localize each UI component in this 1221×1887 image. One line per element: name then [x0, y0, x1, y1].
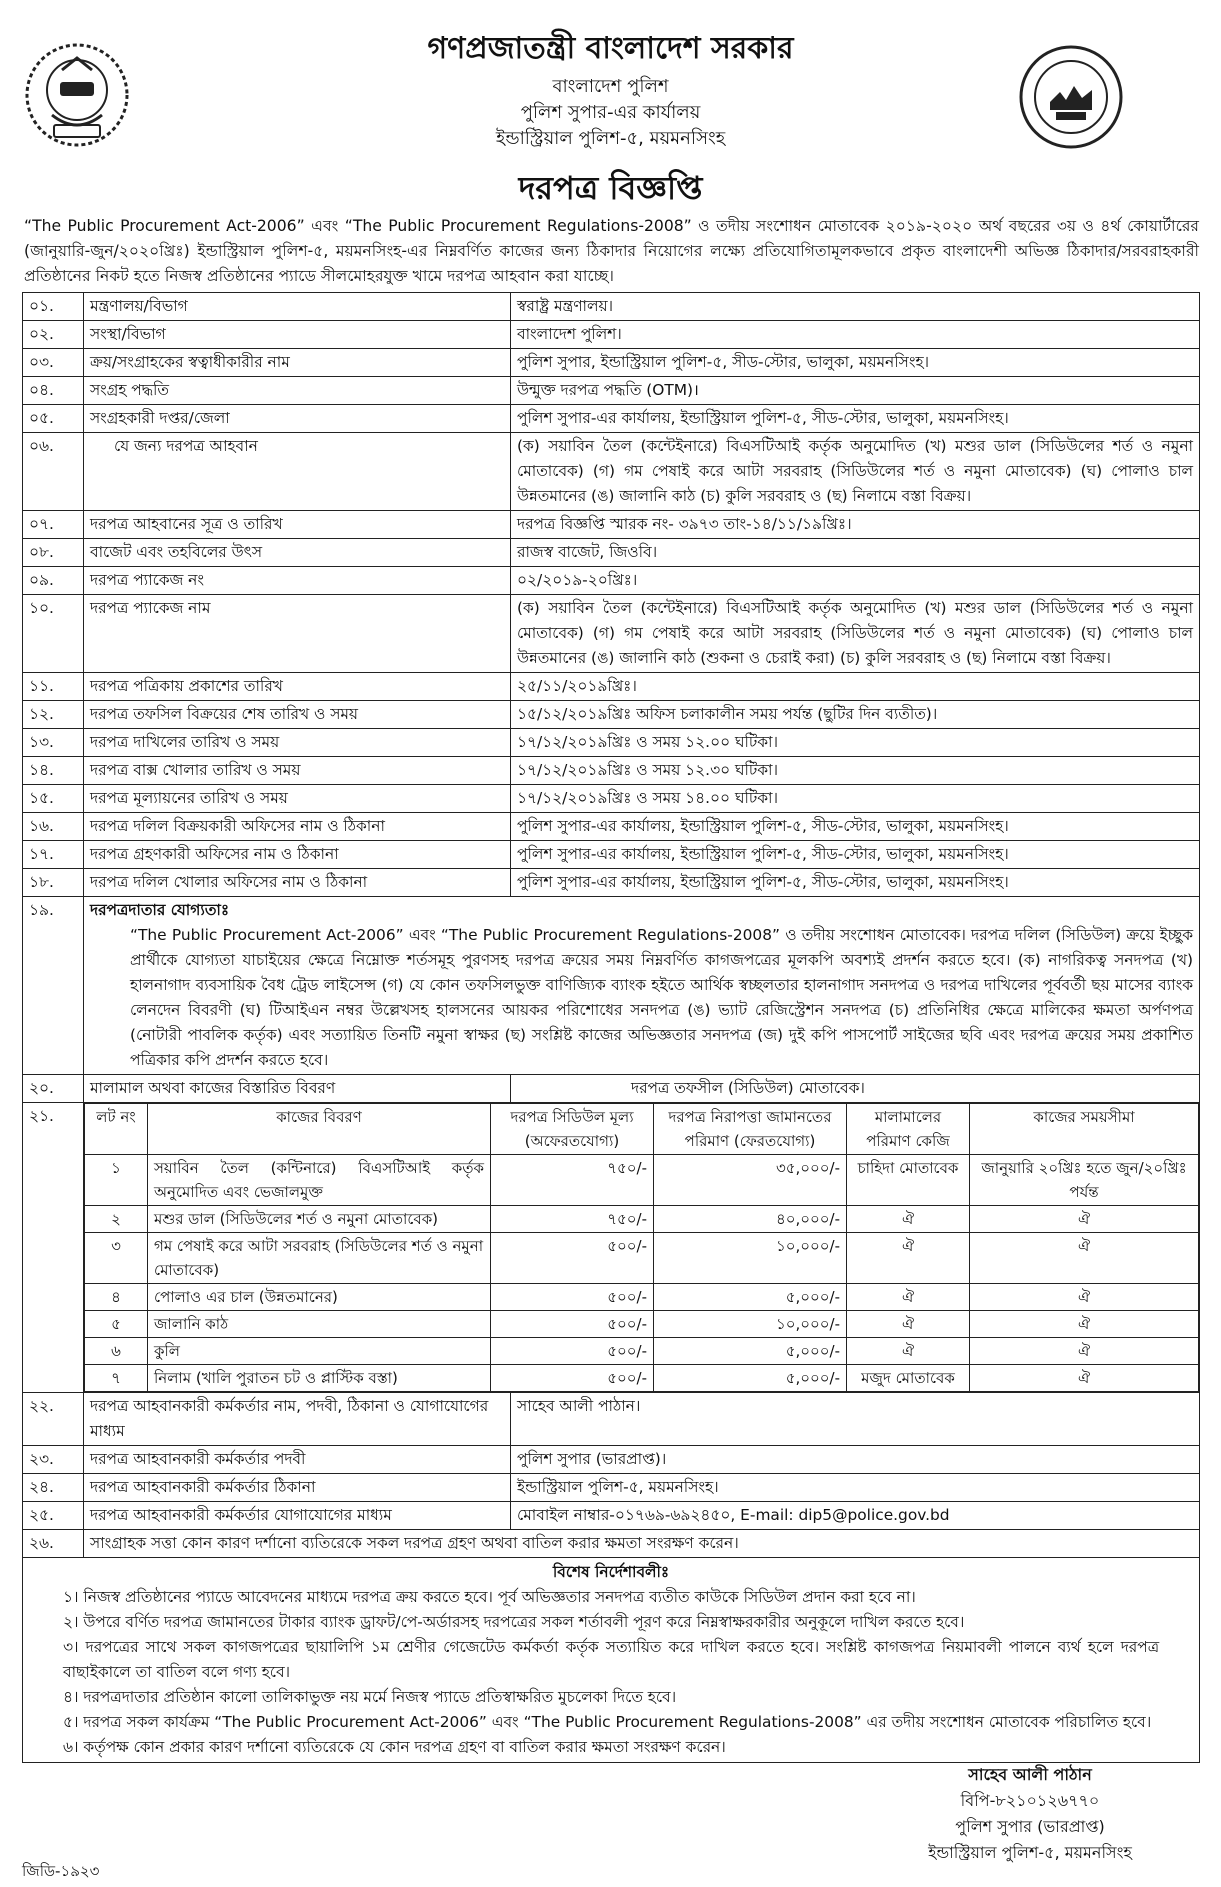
table-row: ০২. সংস্থা/বিভাগ বাংলাদেশ পুলিশ। [23, 321, 1200, 349]
table-row: ২২. দরপত্র আহবানকারী কর্মকর্তার নাম, পদবী, ঠিকানা ও যোগাযোগের মাধ্যম সাহেব আলী পাঠান। [23, 1393, 1200, 1446]
lot-row: ১ সয়াবিন তৈল (কন্টিনারে) বিএসটিআই কর্তৃক অনুমোদিত এবং ভেজালমুক্ত ৭৫০/- ৩৫,০০০/- চাহিদা মোতাবেক জানুয়ারি ২০খ্রিঃ হতে জুন/২০খ্রিঃ পর্যন্ত [85, 1155, 1199, 1206]
gd-code: জিডি-১৯২৩ [22, 1862, 100, 1880]
table-row: ১৩. দরপত্র দাখিলের তারিখ ও সময় ১৭/১২/২০১৯খ্রিঃ ও সময় ১২.০০ ঘটিকা। [23, 729, 1200, 757]
intro-paragraph: “The Public Procurement Act-2006” এবং “The Public Procurement Regulations-2008” ও তদীয় সংশোধন মোতাবেক ২০১৯-২০২০ অর্থ বছরের ৩য় ও ৪র্থ কোয়ার্টারের (জানুয়ারি-জুন/২০২০খ্রিঃ) ইন্ডাস্ট্রিয়াল পুলিশ-৫, ময়মনসিংহ-এর নিম্নবর্ণিত কাজের জন্য ঠিকাদার নিয়োগের লক্ষ্যে প্রতিযোগিতামূলকভাবে প্রকৃত বাংলাদেশী অভিজ্ঞ ঠিকাদার/সরবরাহকারী প্রতিষ্ঠানের নিকট হতে নিজস্ব প্রতিষ্ঠানের প্যাডে সীলমোহরযুক্ত খামে দরপত্র আহবান করা যাচ্ছে। [24, 217, 1199, 285]
lot-row: ৩ গম পেষাই করে আটা সরবরাহ (সিডিউলের শর্ত ও নমুনা মোতাবেক) ৫০০/- ১০,০০০/- ঐ ঐ [85, 1233, 1199, 1284]
table-row: ০৯. দরপত্র প্যাকেজ নং ০২/২০১৯-২০খ্রিঃ। [23, 567, 1200, 595]
signatory-bp: বিপি-৮২১০১২৬৭৭০ [960, 1791, 1100, 1810]
table-row: ০৭. দরপত্র আহবানের সূত্র ও তারিখ দরপত্র বিজ্ঞপ্তি স্মারক নং- ৩৯৭৩ তাং-১৪/১১/১৯খ্রিঃ। [23, 511, 1200, 539]
special-item: ৩। দরপত্রের সাথে সকল কাগজপত্রের ছায়ালিপি ১ম শ্রেণীর গেজেটেড কর্মকর্তা কর্তৃক সত্যায়িত করে দাখিল করতে হবে। সংশ্লিষ্ট কাগজপত্র নিয়মাবলী পালনে ব্যর্থ হলে দরপত্র বাছাইকালে তা বাতিল বলে গণ্য হবে। [63, 1638, 1159, 1681]
table-row: ২৩. দরপত্র আহবানকারী কর্মকর্তার পদবী পুলিশ সুপার (ভারপ্রাপ্ত)। [23, 1446, 1200, 1474]
unit-name: ইন্ডাস্ট্রিয়াল পুলিশ-৫, ময়মনসিংহ [495, 128, 726, 149]
table-row: ২৪. দরপত্র আহবানকারী কর্মকর্তার ঠিকানা ইন্ডাস্ট্রিয়াল পুলিশ-৫, ময়মনসিংহ। [23, 1474, 1200, 1502]
table-row: ০৬. যে জন্য দরপত্র আহবান (ক) সয়াবিন তৈল (কন্টেইনারে) বিএসটিআই কর্তৃক অনুমোদিত (খ) মশুর ডাল (সিডিউলের শর্ত ও নমুনা মোতাবেক) (গ) গম পেষাই করে আটা সরবরাহ (সিডিউলের শর্ত ও নমুনা মোতাবেক) (ঘ) পোলাও চাল উন্নতমানের (ঙ) জালানি কাঠ (চ) কুলি সরবরাহ ও (ছ) নিলামে বস্তা বিক্রয়। [23, 433, 1200, 511]
office-name: পুলিশ সুপার-এর কার্যালয় [520, 102, 701, 123]
table-row: ২৫. দরপত্র আহবানকারী কর্মকর্তার যোগাযোগের মাধ্যম মোবাইল নাম্বার-০১৭৬৯-৬৯২৪৫০, E-mail: dip5@police.gov.bd [23, 1502, 1200, 1530]
special-item: ২। উপরে বর্ণিত দরপত্র জামানতের টাকার ব্যাংক ড্রাফট/পে-অর্ডারসহ দরপত্রের সকল শর্তাবলী পূরণ করে নিম্নস্বাক্ষরকারীর অনুকূলে দাখিল করতে হবে। [63, 1613, 965, 1631]
table-row: ০১. মন্ত্রণালয়/বিভাগ স্বরাষ্ট্র মন্ত্রণালয়। [23, 293, 1200, 321]
government-title: গণপ্রজাতন্ত্রী বাংলাদেশ সরকার [427, 31, 794, 66]
signatory-designation: পুলিশ সুপার (ভারপ্রাপ্ত) [955, 1817, 1105, 1836]
table-row: ০৩. ক্রয়/সংগ্রাহকের স্বত্বাধীকারীর নাম পুলিশ সুপার, ইন্ডাস্ট্রিয়াল পুলিশ-৫, সীড-স্টোর, ভালুকা, ময়মনসিংহ। [23, 349, 1200, 377]
special-instructions-title: বিশেষ নির্দেশাবলীঃ [552, 1563, 670, 1581]
signatory-name: সাহেব আলী পাঠান [968, 1765, 1092, 1784]
qualification-row: ১৯. দরপত্রদাতার যোগ্যতাঃ “The Public Procurement Act-2006” এবং “The Public Procurement Regulations-2008” ও তদীয় সংশোধন মোতাবেক। দরপত্র দলিল (সিডিউল) ক্রয়ে ইচ্ছুক প্রার্থীকে যোগ্যতা যাচাইয়ের ক্ষেত্রে নিম্নোক্ত শর্তসমূহ পুরণসহ দরপত্র ক্রয়ের সময় নিম্নবর্ণিত কাগজপত্রের মূলকপি অবশ্যই প্রদর্শন করতে হবে। (ক) নাগরিকত্ব সনদপত্র (খ) হালনাগাদ ব্যবসায়িক বৈধ ট্রেড লাইসেন্স (গ) যে কোন তফসিলভুক্ত বাণিজ্যিক ব্যাংক হইতে আর্থিক স্বচ্ছলতার হালনাগাদ সনদপত্র ও দরপত্র দাখিলের পূর্ববর্তী ছয় মাসের ব্যাংক লেনদেন বিবরণী (ঘ) টিআইএন নম্বর উল্লেখসহ হালসনের আয়কর পরিশোধের সনদপত্র (ঙ) ভ্যাট রেজিস্ট্রেশন সনদপত্র (চ) প্রতিনিধির ক্ষেত্রে মালিকের ক্ষমতা অর্পণপত্র (নোটারী পাবলিক কর্তৃক) এবং সত্যায়িত তিনটি নমুনা স্বাক্ষর (ছ) সংশ্লিষ্ট কাজের অভিজ্ঞতার সনদপত্র (জ) দুই কপি পাসপোর্ট সাইজের ছবি এবং দরপত্র ক্রয়ের সময় প্রকাশিত পত্রিকার কপি প্রদর্শন করতে হবে। [23, 897, 1200, 1075]
special-item: ১। নিজস্ব প্রতিষ্ঠানের প্যাডে আবেদনের মাধ্যমে দরপত্র ক্রয় করতে হবে। পূর্ব অভিজ্ঞতার সনদপত্র ব্যতীত কাউকে সিডিউল প্রদান করা হবে না। [63, 1588, 916, 1606]
special-item: ৬। কর্তৃপক্ষ কোন প্রকার কারণ দর্শানো ব্যতিরেকে যে কোন দরপত্র গ্রহণ বা বাতিল করার ক্ষমতা সংরক্ষণ করেন। [63, 1738, 726, 1756]
organization-name: বাংলাদেশ পুলিশ [552, 76, 669, 97]
tender-details-table [22, 292, 1200, 1763]
table-row: ০৪. সংগ্রহ পদ্ধতি উন্মুক্ত দরপত্র পদ্ধতি (OTM)। [23, 377, 1200, 405]
table-row: ১৫. দরপত্র মূল্যায়নের তারিখ ও সময় ১৭/১২/২০১৯খ্রিঃ ও সময় ১৪.০০ ঘটিকা। [23, 785, 1200, 813]
table-row: ১৭. দরপত্র গ্রহণকারী অফিসের নাম ও ঠিকানা পুলিশ সুপার-এর কার্যালয়, ইন্ডাস্ট্রিয়াল পুলিশ-৫, সীড-স্টোর, ভালুকা, ময়মনসিংহ। [23, 841, 1200, 869]
table-row: ১০. দরপত্র প্যাকেজ নাম (ক) সয়াবিন তৈল (কন্টেইনারে) বিএসটিআই কর্তৃক অনুমোদিত (খ) মশুর ডাল (সিডিউলের শর্ত ও নমুনা মোতাবেক) (গ) গম পেষাই করে আটা সরবরাহ (সিডিউলের শর্ত ও নমুনা মোতাবেক) (ঘ) পোলাও চাল উন্নতমানের (ঙ) জালানি কাঠ (শুকনা ও চেরাই করা) (চ) কুলি সরবরাহ ও (ছ) নিলামে বস্তা বিক্রয়। [23, 595, 1200, 673]
special-item: ৪। দরপত্রদাতার প্রতিষ্ঠান কালো তালিকাভুক্ত নয় মর্মে নিজস্ব প্যাডে প্রতিস্বাক্ষরিত মুচলেকা দিতে হবে। [63, 1688, 677, 1706]
lot-row: ৪ পোলাও এর চাল (উন্নতমানের) ৫০০/- ৫,০০০/- ঐ ঐ [85, 1284, 1199, 1311]
qualification-text: “The Public Procurement Act-2006” এবং “The Public Procurement Regulations-2008” ও তদীয় সংশোধন মোতাবেক। দরপত্র দলিল (সিডিউল) ক্রয়ে ইচ্ছুক প্রার্থীকে যোগ্যতা যাচাইয়ের ক্ষেত্রে নিম্নোক্ত শর্তসমূহ পুরণসহ দরপত্র ক্রয়ের সময় নিম্নবর্ণিত কাগজপত্রের মূলকপি অবশ্যই প্রদর্শন করতে হবে। (ক) নাগরিকত্ব সনদপত্র (খ) হালনাগাদ ব্যবসায়িক বৈধ ট্রেড লাইসেন্স (গ) যে কোন তফসিলভুক্ত বাণিজ্যিক ব্যাংক হইতে আর্থিক স্বচ্ছলতার হালনাগাদ সনদপত্র ও দরপত্র দাখিলের পূর্ববর্তী ছয় মাসের ব্যাংক লেনদেন বিবরণী (ঘ) টিআইএন নম্বর উল্লেখসহ হালসনের আয়কর পরিশোধের সনদপত্র (ঙ) ভ্যাট রেজিস্ট্রেশন সনদপত্র (চ) প্রতিনিধির ক্ষেত্রে মালিকের ক্ষমতা অর্পণপত্র (নোটারী পাবলিক কর্তৃক) এবং সত্যায়িত তিনটি নমুনা স্বাক্ষর (ছ) সংশ্লিষ্ট কাজের অভিজ্ঞতার সনদপত্র (জ) দুই কপি পাসপোর্ট সাইজের ছবি এবং দরপত্র ক্রয়ের সময় প্রকাশিত পত্রিকার কপি প্রদর্শন করতে হবে। [130, 926, 1193, 1069]
table-row: ০৫. সংগ্রহকারী দপ্তর/জেলা পুলিশ সুপার-এর কার্যালয়, ইন্ডাস্ট্রিয়াল পুলিশ-৫, সীড-স্টোর, ভালুকা, ময়মনসিংহ। [23, 405, 1200, 433]
table-row: ২৬. সাংগ্রাহক সত্তা কোন কারণ দর্শানো ব্যতিরেকে সকল দরপত্র গ্রহণ অথবা বাতিল করার ক্ষমতা সংরক্ষণ করেন। [23, 1530, 1200, 1558]
lot-row: ২ মশুর ডাল (সিডিউলের শর্ত ও নমুনা মোতাবেক) ৭৫০/- ৪০,০০০/- ঐ ঐ [85, 1206, 1199, 1233]
table-row: ১৪. দরপত্র বাক্স খোলার তারিখ ও সময় ১৭/১২/২০১৯খ্রিঃ ও সময় ১২.৩০ ঘটিকা। [23, 757, 1200, 785]
table-row: ১৬. দরপত্র দলিল বিক্রয়কারী অফিসের নাম ও ঠিকানা পুলিশ সুপার-এর কার্যালয়, ইন্ডাস্ট্রিয়াল পুলিশ-৫, সীড-স্টোর, ভালুকা, ময়মনসিংহ। [23, 813, 1200, 841]
lot-row: ৬ কুলি ৫০০/- ৫,০০০/- ঐ ঐ [85, 1338, 1199, 1365]
page-title: দরপত্র বিজ্ঞপ্তি [518, 169, 703, 207]
table-row: ১৮. দরপত্র দলিল খোলার অফিসের নাম ও ঠিকানা পুলিশ সুপার-এর কার্যালয়, ইন্ডাস্ট্রিয়াল পুলিশ-৫, সীড-স্টোর, ভালুকা, ময়মনসিংহ। [23, 869, 1200, 897]
lot-row: ৭ নিলাম (খালি পুরাতন চট ও প্লাস্টিক বস্তা) ৫০০/- ৫,০০০/- মজুদ মোতাবেক ঐ [85, 1365, 1199, 1392]
table-row: ১২. দরপত্র তফসিল বিক্রয়ের শেষ তারিখ ও সময় ১৫/১২/২০১৯খ্রিঃ অফিস চলাকালীন সময় পর্যন্ত (ছুটির দিন ব্যতীত)। [23, 701, 1200, 729]
table-row: ১১. দরপত্র পত্রিকায় প্রকাশের তারিখ ২৫/১১/২০১৯খ্রিঃ। [23, 673, 1200, 701]
table-row: ২০. মালামাল অথবা কাজের বিস্তারিত বিবরণ দরপত্র তফসীল (সিডিউল) মোতাবেক। [23, 1075, 1200, 1103]
lot-row: ৫ জালানি কাঠ ৫০০/- ১০,০০০/- ঐ ঐ [85, 1311, 1199, 1338]
signature-block [880, 1762, 1180, 1866]
table-row: ০৮. বাজেট এবং তহবিলের উৎস রাজস্ব বাজেট, জিওবি। [23, 539, 1200, 567]
special-instructions-row [23, 1558, 1200, 1763]
signatory-unit: ইন্ডাস্ট্রিয়াল পুলিশ-৫, ময়মনসিংহ [928, 1843, 1132, 1862]
lots-header-row: লট নং কাজের বিবরণ দরপত্র সিডিউল মূল্য (অফেরতযোগ্য) দরপত্র নিরাপত্তা জামানতের পরিমাণ (ফেরতযোগ্য) মালামালের পরিমাণ কেজি কাজের সময়সীমা [85, 1104, 1199, 1155]
lots-table [84, 1103, 1199, 1392]
qualification-label: দরপত্রদাতার যোগ্যতাঃ [90, 901, 230, 919]
lots-row: ২১. লট নং কাজের বিবরণ দরপত্র সিডিউল মূল্য (অফেরতযোগ্য) দরপত্র নিরাপত্তা জামানতের পরিমাণ (ফেরতযোগ্য) মালামালের পরিমাণ কেজি কাজের সময়সীমা ১ সয়াবিন তৈল (কন্টিনারে) বিএসটিআই কর্তৃক অনুমোদিত এবং ভেজালমুক্ত ৭৫০/- ৩৫,০০০/- চাহিদা মোতাবেক জানুয়ারি ২০খ্রিঃ হতে জুন/২০খ্রিঃ পর্যন্ত ২ মশুর ডাল (সিডিউলের শর্ত ও নমুনা মোতাবেক) ৭৫০/- ৪০,০০০/- ঐ ঐ ৩ গম পেষাই করে আটা সরবরাহ (সিডিউলের শর্ত ও নমুনা মোতাবেক) ৫০০/- ১০,০০০/- ঐ ঐ ৪ পোলাও এর চাল (উন্নতমানের) ৫০০/- ৫,০০০/- ঐ ঐ ৫ জালানি কাঠ ৫০০/- ১০,০০০/- ঐ ঐ ৬ কুলি ৫০০/- ৫,০০০/- ঐ ঐ ৭ নিলাম (খালি পুরাতন চট ও প্লাস্টিক বস্তা) ৫০০/- ৫,০০০/- মজুদ মোতাবেক ঐ [23, 1103, 1200, 1393]
special-item: ৫। দরপত্র সকল কার্যক্রম “The Public Procurement Act-2006” এবং “The Public Procurement Regulations-2008” এর তদীয় সংশোধন মোতাবেক পরিচালিত হবে। [63, 1713, 1152, 1731]
